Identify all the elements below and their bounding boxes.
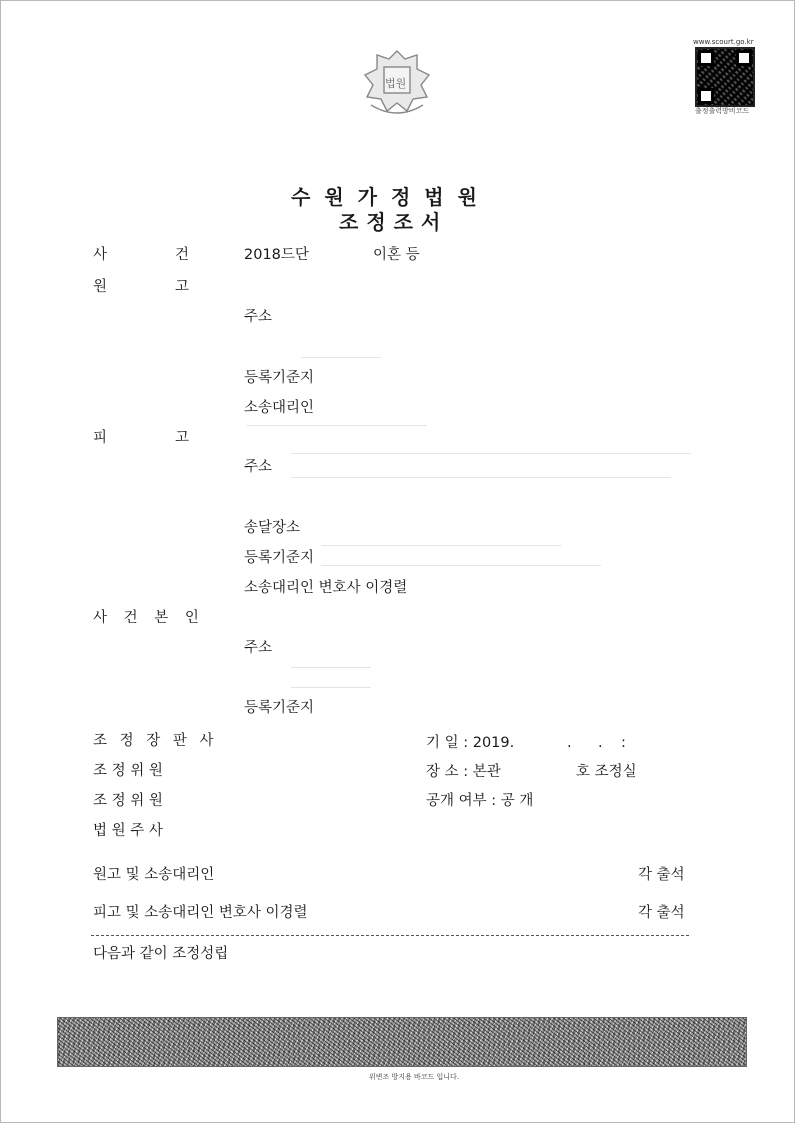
judge-label: 조 정 장 판 사 — [93, 733, 218, 749]
case-name: 이혼 등 — [373, 247, 420, 263]
date-separator: . — [598, 735, 603, 751]
court-name-title: 수원가정법원 — [291, 185, 491, 209]
mediation-member-2-label: 조 정 위 원 — [93, 793, 163, 809]
session-date-label: 기 일 : 2019. — [426, 735, 515, 751]
emblem-text: 법원 — [385, 77, 407, 90]
mediation-member-1-label: 조 정 위 원 — [93, 763, 163, 779]
defendant-address-label: 주소 — [244, 459, 273, 475]
qr-code-icon — [695, 47, 755, 107]
redacted-line — [321, 565, 601, 566]
defendant-registry-label: 등록기준지 — [244, 550, 315, 566]
conclusion-text: 다음과 같이 조정성립 — [93, 946, 229, 962]
plaintiff-label: 원 고 — [93, 279, 189, 295]
plaintiff-attendance-status: 각 출석 — [638, 867, 685, 883]
public-status-label: 공개 여부 : 공 개 — [426, 793, 534, 809]
defendant-counsel-label: 소송대리인 변호사 이경렬 — [244, 580, 408, 596]
section-divider — [91, 935, 689, 936]
defendant-attendance-line: 피고 및 소송대리인 변호사 이경렬 — [93, 905, 308, 921]
principal-registry-label: 등록기준지 — [244, 700, 315, 716]
redacted-line — [291, 687, 371, 688]
qr-site-text: www.scourt.go.kr — [693, 38, 754, 46]
redacted-line — [247, 425, 427, 426]
session-place-label: 장 소 : 본관 — [426, 764, 501, 780]
date-separator: . — [567, 735, 572, 751]
defendant-service-label: 송달장소 — [244, 520, 301, 536]
defendant-label: 피 고 — [93, 430, 189, 446]
plaintiff-counsel-label: 소송대리인 — [244, 400, 315, 416]
anti-forgery-barcode-icon — [57, 1017, 747, 1067]
court-clerk-label: 법 원 주 사 — [93, 823, 163, 839]
qr-caption: 출정출력방비코드 — [695, 107, 750, 115]
redacted-line — [321, 545, 561, 546]
case-label: 사 건 — [93, 247, 189, 263]
plaintiff-attendance-line: 원고 및 소송대리인 — [93, 867, 215, 883]
plaintiff-address-label: 주소 — [244, 309, 273, 325]
redacted-line — [291, 453, 691, 454]
defendant-attendance-status: 각 출석 — [638, 905, 685, 921]
session-room: 호 조정실 — [576, 764, 637, 780]
redacted-line — [301, 357, 381, 358]
principal-label: 사 건 본 인 — [93, 610, 205, 626]
redacted-line — [291, 477, 671, 478]
document-type-title: 조정조서 — [339, 210, 449, 234]
principal-address-label: 주소 — [244, 640, 273, 656]
redacted-line — [291, 667, 371, 668]
date-separator: : — [621, 735, 626, 751]
plaintiff-registry-label: 등록기준지 — [244, 370, 315, 386]
case-number: 2018드단 — [244, 247, 309, 263]
barcode-caption: 위변조 방지용 바코드 입니다. — [369, 1073, 460, 1081]
